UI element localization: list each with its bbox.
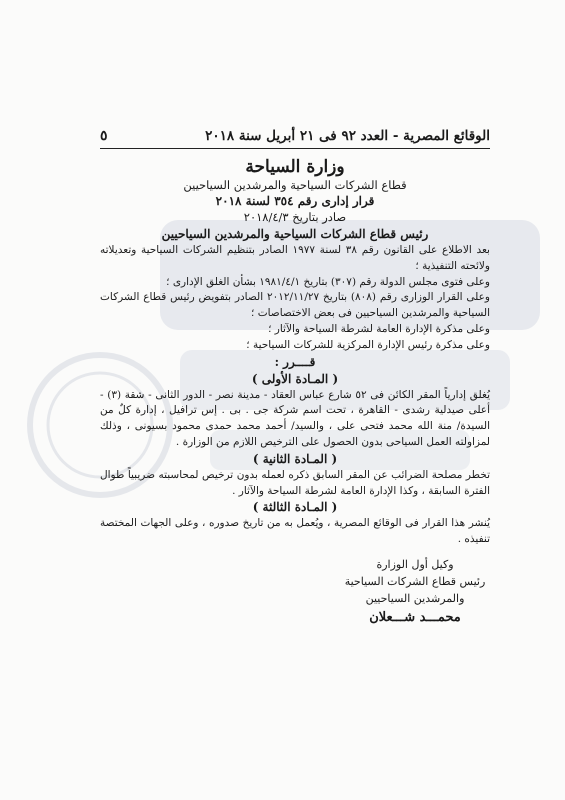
decree-number: قرار إدارى رقم ٣٥٤ لسنة ٢٠١٨ <box>215 194 375 208</box>
article-text: يُنشر هذا القرار فى الوقائع المصرية ، ويُعمل به من تاريخ صدوره ، وعلى الجهات المختصة تنفيذه . <box>100 517 490 546</box>
signature-line: وكيل أول الوزارة <box>376 557 454 571</box>
signatory-name: محمـــد شـــعلان <box>369 609 461 625</box>
preamble-clause: وعلى مذكرة رئيس الإدارة المركزية للشركات السياحية ؛ <box>246 338 490 351</box>
decides-heading: قــــرر : <box>274 354 316 369</box>
signature-line: رئيس قطاع الشركات السياحية <box>344 574 486 588</box>
article-heading: ( المـادة الأولى ) <box>251 371 339 386</box>
article-heading: ( المـادة الثالثة ) <box>252 500 338 515</box>
preamble-clause: وعلى القرار الوزارى رقم (٨٠٨) بتاريخ ٢٠١٢/١١/٢٧ الصادر بتفويض رئيس قطاع الشركات السياحية والمرشدين السياحيين فى بعض الاختصاصات ؛ <box>100 291 490 320</box>
issued-date: صادر بتاريخ ٢٠١٨/٤/٣ <box>243 210 347 224</box>
preamble-clause: وعلى مذكرة الإدارة العامة لشرطة السياحة والآثار ؛ <box>268 322 490 335</box>
preamble-clause: وعلى فتوى مجلس الدولة رقم (٣٠٧) بتاريخ ١٩٨١/٤/١ بشأن الغلق الإدارى ؛ <box>166 275 490 288</box>
preamble <box>100 243 490 354</box>
running-title: الوقائع المصرية - العدد ٩٢ فى ٢١ أبريل سنة ٢٠١٨ <box>205 128 490 144</box>
ministry-title: وزارة السياحة <box>245 157 345 177</box>
page-number: ٥ <box>100 128 108 144</box>
article-heading: ( المـادة الثانية ) <box>252 451 338 466</box>
article-text: يُغلق إدارياً المقر الكائن فى ٥٢ شارع عباس العقاد - مدينة نصر - الدور الثانى - شقة (٣) - أعلى صيدلية رشدى - القاهرة ، تحت اسم شركة جى . بى . إس ترافيل ، إدارة كلٌ من السيدة/ منة الله محمد فتحى على ، والسيد/ أحمد محمد حمدى محمود بسيونى ، وذلك لمزاولته العمل السياحى بدون الحصول على الترخيص اللازم من الوزارة . <box>100 388 490 448</box>
article-text: تخطر مصلحة الضرائب عن المقر السابق ذكره لعمله بدون ترخيص لمحاسبته ضريبياً طوال الفترة السابقة ، وكذا الإدارة العامة لشرطة السياحة والآثار . <box>100 468 490 497</box>
sector-name: قطاع الشركات السياحية والمرشدين السياحيين <box>183 178 407 192</box>
running-header <box>100 128 490 149</box>
signature-block <box>340 556 490 626</box>
preamble-clause: بعد الاطلاع على القانون رقم ٣٨ لسنة ١٩٧٧ الصادر بتنظيم الشركات السياحية وتعديلاته ولائحته التنفيذية ؛ <box>100 244 490 272</box>
signature-line: والمرشدين السياحيين <box>365 591 465 605</box>
issuer-title: رئيس قطاع الشركات السياحية والمرشدين السياحيين <box>161 227 429 241</box>
document-body <box>100 128 490 626</box>
